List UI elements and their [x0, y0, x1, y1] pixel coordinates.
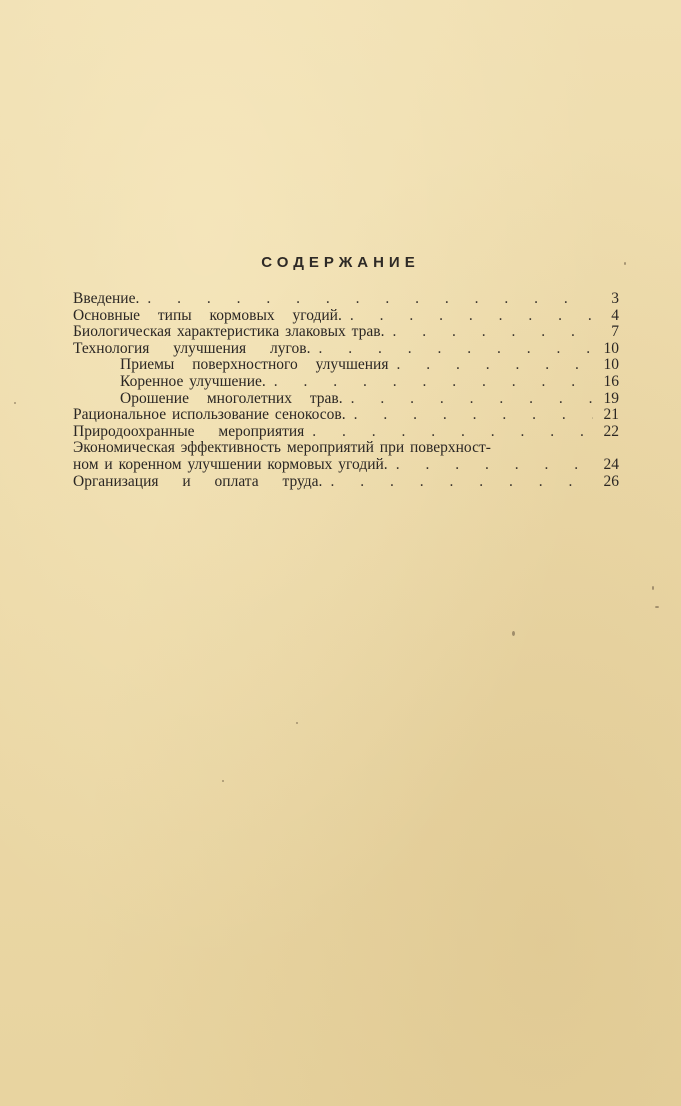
page-title: СОДЕРЖАНИЕ	[261, 254, 420, 271]
toc-leader-dots	[388, 457, 593, 474]
toc-entry-page: 3	[611, 290, 619, 307]
toc-entry-label: Природоохранные мероприятия	[73, 422, 305, 440]
toc-entry-irrigation	[73, 391, 619, 408]
toc-leader-dots	[322, 474, 593, 491]
toc-entry-label-line2: ном и коренном улучшении кормовых угодий.	[73, 455, 388, 473]
toc-entry-page: 16	[603, 372, 619, 390]
toc-entry-label: Основные типы кормовых угодий.	[73, 306, 342, 324]
toc-entry-page: 26	[603, 472, 619, 490]
toc-entry-label: Технология улучшения лугов.	[73, 339, 311, 357]
toc-entry-forage-types	[73, 308, 619, 325]
toc-entry-page: 7	[611, 323, 619, 341]
toc-entry-label: Рациональное использование сенокосов.	[73, 406, 346, 424]
toc-entry-label-line1: Экономическая эффективность мероприятий при поверхност-	[73, 439, 491, 457]
toc-leader-dots	[388, 357, 593, 374]
toc-entry-surface-improvement	[73, 357, 619, 374]
toc-entry-radical-improvement	[73, 374, 619, 391]
toc-leader-dots	[310, 341, 593, 358]
paper-speck	[624, 262, 626, 265]
toc-leader-dots	[343, 391, 593, 408]
toc-entry-page: 4	[611, 306, 619, 324]
toc-leader-dots	[346, 407, 593, 424]
paper-speck	[655, 606, 659, 608]
toc-entry-nature-protection	[73, 424, 619, 441]
paper-speck	[14, 402, 16, 404]
toc-entry-page: 22	[603, 422, 619, 440]
toc-entry-grass-biology	[73, 324, 619, 341]
toc-entry-label: Биологическая характеристика злаковых трав.	[73, 323, 385, 341]
toc-entry-page: 10	[603, 339, 619, 357]
toc-entry-label: Орошение многолетних трав.	[120, 389, 343, 407]
toc-entry-economic-efficiency	[73, 440, 619, 473]
toc-entry-label: Приемы поверхностного улучшения	[120, 356, 389, 374]
toc-leader-dots	[266, 374, 593, 391]
toc-entry-label: Коренное улучшение.	[120, 372, 266, 390]
paper-speck	[222, 780, 224, 782]
toc-entry-page: 24	[603, 455, 619, 473]
paper-speck	[512, 631, 515, 636]
toc-leader-dots	[342, 308, 593, 325]
toc-entry-introduction	[73, 291, 619, 308]
toc-entry-page: 21	[603, 406, 619, 424]
toc-entry-meadow-technology	[73, 341, 619, 358]
toc-entry-label: Введение.	[73, 290, 140, 307]
paper-speck	[652, 586, 654, 590]
toc-entry-page: 10	[603, 356, 619, 374]
toc-entry-page: 19	[603, 389, 619, 407]
toc-entry-labor-organization	[73, 474, 619, 491]
table-of-contents	[73, 291, 619, 490]
toc-entry-hayfield-use	[73, 407, 619, 424]
toc-leader-dots	[384, 324, 593, 341]
toc-leader-dots	[139, 291, 593, 308]
toc-entry-label: Организация и оплата труда.	[73, 472, 323, 490]
paper-speck	[296, 722, 298, 724]
toc-leader-dots	[304, 424, 593, 441]
